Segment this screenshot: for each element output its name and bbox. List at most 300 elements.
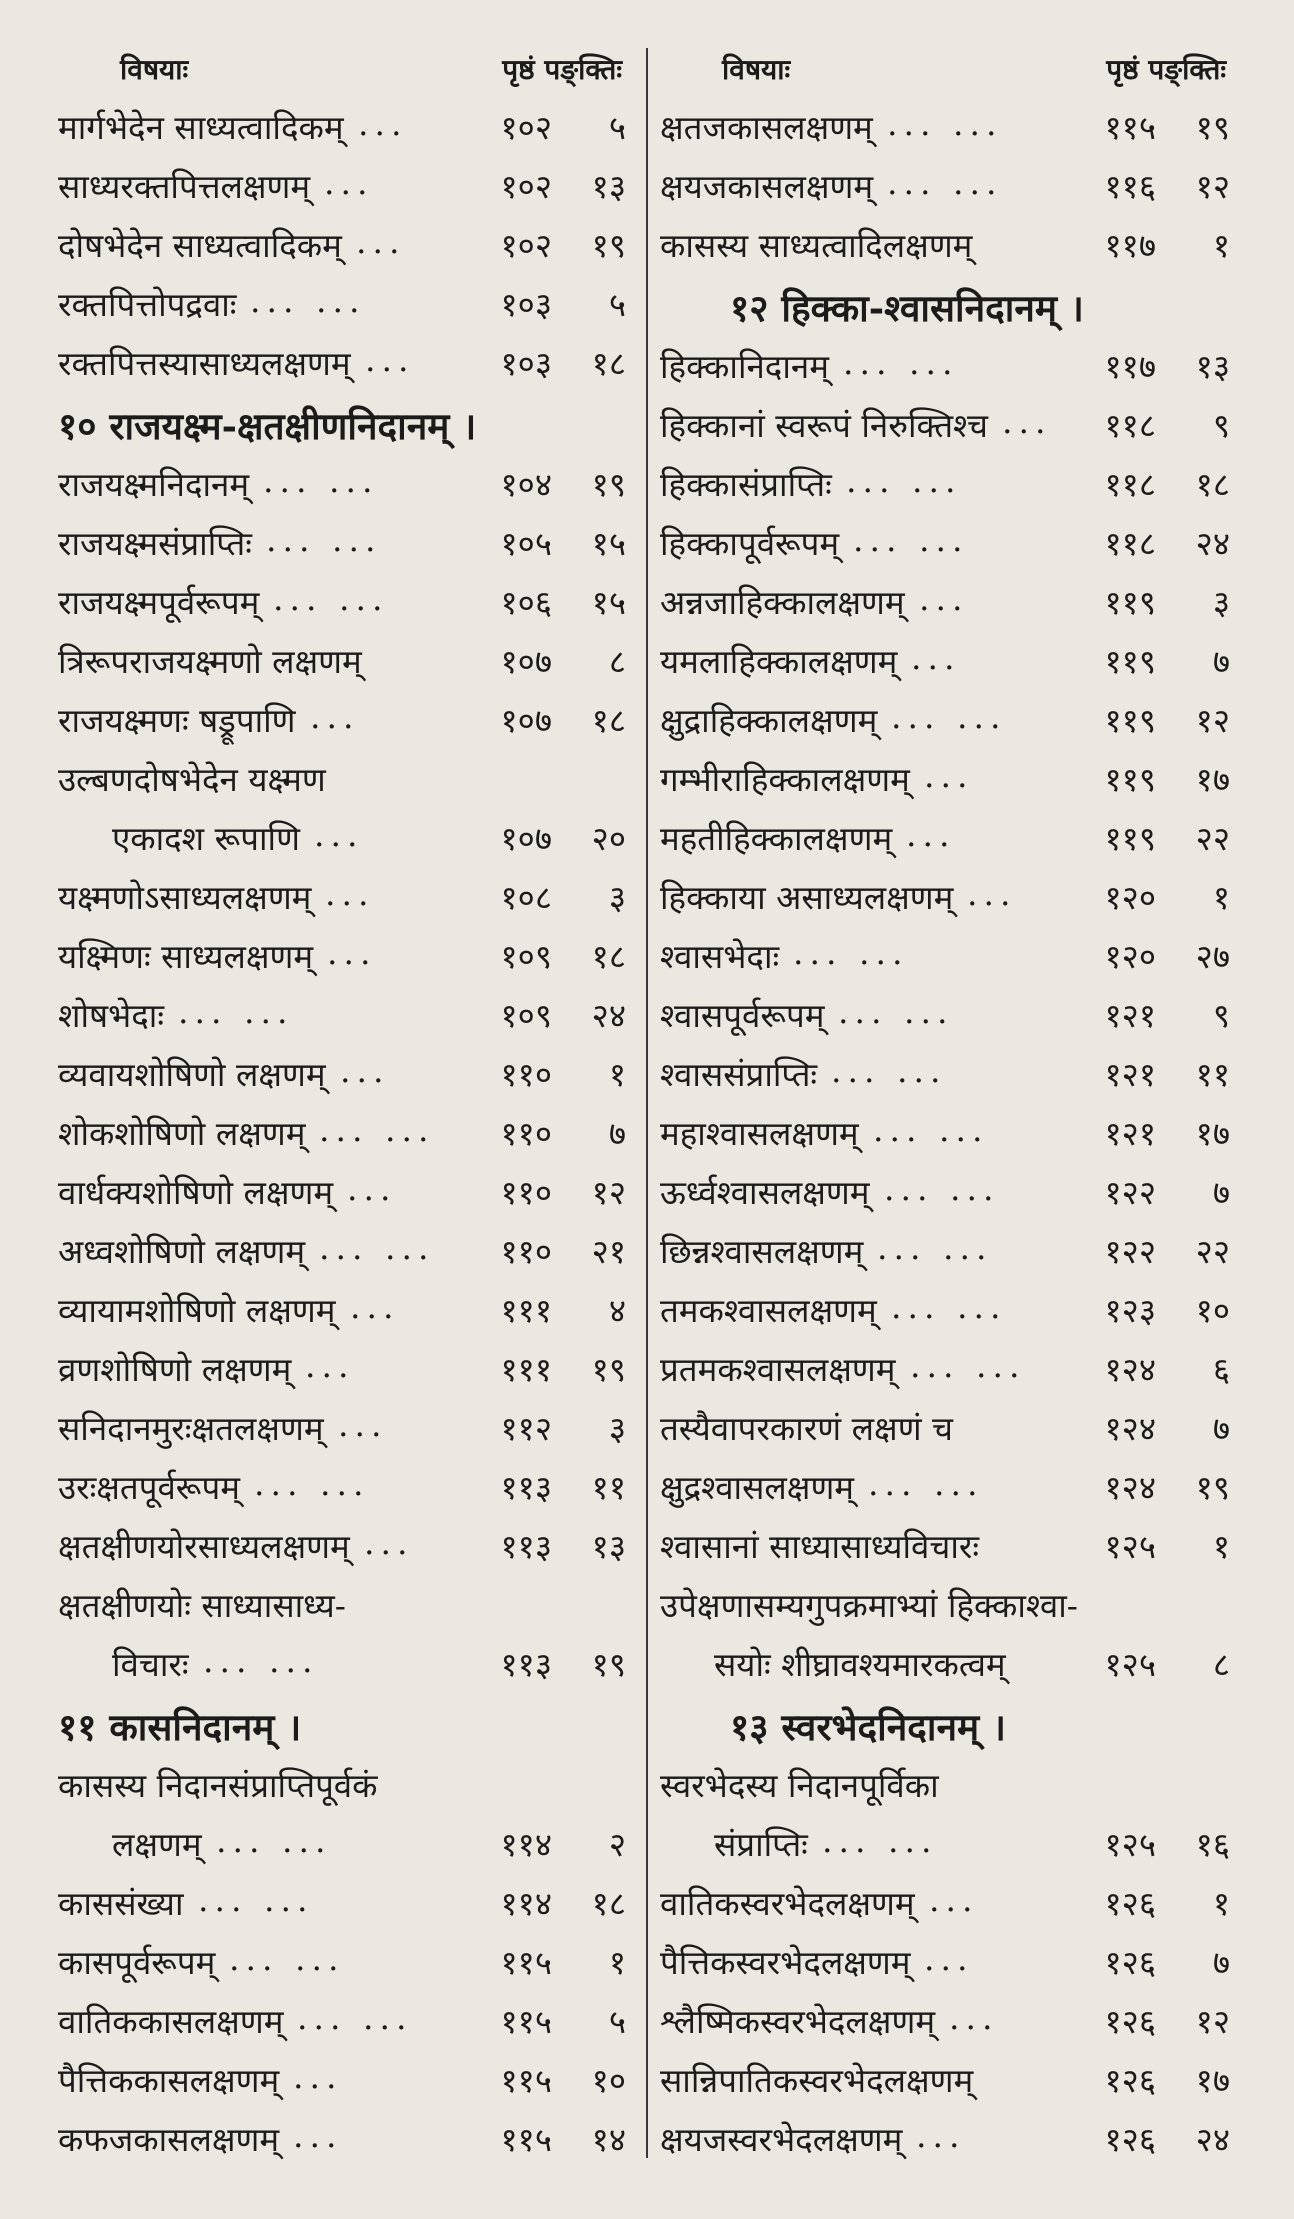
entry-topic: शोषभेदाः xyxy=(58,996,164,1035)
chapter-heading-text: १२ हिक्का-श्वासनिदानम् । xyxy=(730,286,1084,330)
entry-topic: उपेक्षणासम्यगुपक्रमाभ्यां हिक्काश्वा- xyxy=(660,1586,1078,1625)
entry-page-number: १०७ xyxy=(500,642,552,681)
index-entry xyxy=(660,2049,1234,2108)
index-entry xyxy=(660,1456,1234,1515)
index-entry xyxy=(660,1338,1234,1397)
entry-topic: सनिदानमुरःक्षतलक्षणम् xyxy=(58,1409,324,1448)
entry-line-number: १८ xyxy=(591,344,626,383)
index-entry xyxy=(58,155,630,214)
entry-topic: हिक्कानिदानम् xyxy=(660,347,829,386)
entry-leader-dots: ... ... xyxy=(229,1939,345,1978)
entry-line-number: १५ xyxy=(591,524,626,563)
index-entry xyxy=(58,866,630,925)
entry-page-number: १०७ xyxy=(500,701,552,740)
index-entry xyxy=(58,1633,630,1692)
index-entry xyxy=(660,1931,1234,1990)
entry-topic: यमलाहिक्कालक्षणम् xyxy=(660,642,898,681)
entry-topic: अन्नजाहिक्कालक्षणम् xyxy=(660,583,905,622)
entry-leader-dots: ... xyxy=(919,579,969,618)
left-column xyxy=(58,40,630,2167)
index-entry xyxy=(660,96,1234,155)
index-entry xyxy=(660,1515,1234,1574)
entry-page-number: ११७ xyxy=(1104,226,1156,265)
entry-leader-dots: ... xyxy=(967,874,1017,913)
entry-line-number: ६ xyxy=(1212,1350,1230,1389)
entry-page-number: १०९ xyxy=(500,996,552,1035)
index-entry-continued xyxy=(660,1574,1234,1633)
entry-page-number: ११८ xyxy=(1104,465,1156,504)
entry-line-number: १८ xyxy=(591,937,626,976)
entry-line-number: १ xyxy=(608,1943,626,1982)
entry-page-number: १२६ xyxy=(1104,1943,1156,1982)
entry-line-number: ९ xyxy=(1212,996,1230,1035)
right-column-header xyxy=(660,40,1234,96)
entry-line-number: १९ xyxy=(591,465,626,504)
entry-topic: काससंख्या xyxy=(58,1884,184,1923)
entry-page-number: ११० xyxy=(500,1232,552,1271)
entry-leader-dots: ... ... xyxy=(884,1169,1000,1208)
entry-topic: पैत्तिकस्वरभेदलक्षणम् xyxy=(660,1943,911,1982)
entry-line-number: २१ xyxy=(591,1232,626,1271)
entry-topic: व्रणशोषिणो लक्षणम् xyxy=(58,1350,292,1389)
entry-leader-dots: ... ... xyxy=(853,520,969,559)
entry-line-number: १३ xyxy=(1195,347,1230,386)
entry-topic: गम्भीराहिक्कालक्षणम् xyxy=(660,760,910,799)
entry-leader-dots: ... xyxy=(325,874,375,913)
entry-page-number: ११९ xyxy=(1104,760,1156,799)
entry-line-number: १९ xyxy=(591,1350,626,1389)
entry-leader-dots: ... ... xyxy=(793,933,909,972)
entry-page-number: ११७ xyxy=(1104,347,1156,386)
index-entry-continued xyxy=(58,1754,630,1813)
entry-topic: महतीहिक्कालक्षणम् xyxy=(660,819,893,858)
entry-topic: रक्तपित्तोपद्रवाः xyxy=(58,285,237,324)
entry-line-number: १७ xyxy=(1195,2061,1230,2100)
entry-page-number: १०२ xyxy=(500,167,552,206)
entry-page-number: ११५ xyxy=(1104,108,1156,147)
entry-leader-dots: ... ... xyxy=(887,104,1003,143)
entry-page-number: १०९ xyxy=(500,937,552,976)
entry-leader-dots: ... xyxy=(327,933,377,972)
entry-page-number: १२४ xyxy=(1104,1350,1156,1389)
entry-page-number: ११८ xyxy=(1104,406,1156,445)
index-entry xyxy=(660,689,1234,748)
entry-page-number: ११३ xyxy=(500,1468,552,1507)
entry-page-number: ११३ xyxy=(500,1527,552,1566)
entry-page-number: १२२ xyxy=(1104,1232,1156,1271)
entry-line-number: १७ xyxy=(1195,1114,1230,1153)
entry-page-number: ११४ xyxy=(500,1825,552,1864)
entry-line-number: २ xyxy=(608,1825,626,1864)
index-entry xyxy=(660,866,1234,925)
entry-topic: यक्ष्मणोऽसाध्यलक्षणम् xyxy=(58,878,312,917)
entry-line-number: ५ xyxy=(608,285,626,324)
entry-page-number: ११९ xyxy=(1104,819,1156,858)
index-entry xyxy=(58,1515,630,1574)
entry-leader-dots: ... ... xyxy=(319,1110,435,1149)
entry-topic: ऊर्ध्वश्वासलक्षणम् xyxy=(660,1173,870,1212)
entry-leader-dots: ... xyxy=(314,815,364,854)
entry-topic: क्षतजकासलक्षणम् xyxy=(660,108,873,147)
chapter-heading xyxy=(58,391,630,453)
left-entries xyxy=(58,96,630,2167)
index-entry xyxy=(660,1102,1234,1161)
index-entry xyxy=(58,1990,630,2049)
entry-topic: लक्षणम् xyxy=(112,1825,202,1864)
index-entry xyxy=(58,1043,630,1102)
entry-topic: श्वाससंप्राप्तिः xyxy=(660,1055,818,1094)
entry-leader-dots: ... xyxy=(924,756,974,795)
index-entry xyxy=(660,214,1234,273)
entry-line-number: १९ xyxy=(1195,1468,1230,1507)
entry-topic: राजयक्ष्मपूर्वरूपम् xyxy=(58,583,260,622)
index-entry xyxy=(660,571,1234,630)
entry-leader-dots: ... ... xyxy=(263,461,379,500)
entry-leader-dots: ... ... xyxy=(822,1821,938,1860)
entry-leader-dots: ... ... xyxy=(868,1464,984,1503)
entry-line-number: १ xyxy=(608,1055,626,1094)
index-entry xyxy=(58,571,630,630)
entry-page-number: १२५ xyxy=(1104,1527,1156,1566)
entry-line-number: १८ xyxy=(591,1884,626,1923)
entry-leader-dots: ... xyxy=(364,1523,414,1562)
entry-leader-dots: ... xyxy=(916,2116,966,2155)
entry-topic: एकादश रूपाणि xyxy=(112,819,300,858)
topic-header: विषयाः xyxy=(120,53,189,86)
entry-topic: क्षयजकासलक्षणम् xyxy=(660,167,874,206)
entry-page-number: १२६ xyxy=(1104,2120,1156,2159)
entry-line-number: १९ xyxy=(1195,108,1230,147)
index-entry xyxy=(660,512,1234,571)
entry-page-number: ११५ xyxy=(500,2120,552,2159)
index-entry xyxy=(58,1220,630,1279)
entry-line-number: १८ xyxy=(1195,465,1230,504)
entry-topic: यक्ष्मिणः साध्यलक्षणम् xyxy=(58,937,314,976)
entry-topic: क्षतक्षीणयोरसाध्यलक्षणम् xyxy=(58,1527,350,1566)
entry-leader-dots: ... xyxy=(924,1939,974,1978)
entry-page-number: १०५ xyxy=(500,524,552,563)
entry-line-number: ८ xyxy=(608,642,626,681)
index-entry xyxy=(58,273,630,332)
entry-leader-dots: ... xyxy=(305,1346,355,1385)
entry-topic: कासस्य निदानसंप्राप्तिपूर्वकं xyxy=(58,1766,378,1805)
entry-leader-dots: ... xyxy=(338,1405,388,1444)
index-entry xyxy=(660,1813,1234,1872)
entry-topic: विचारः xyxy=(112,1645,189,1684)
entry-page-number: १२४ xyxy=(1104,1409,1156,1448)
entry-page-number: ११६ xyxy=(1104,167,1156,206)
entry-line-number: १२ xyxy=(1195,2002,1230,2041)
entry-topic: मार्गभेदेन साध्यत्वादिकम् xyxy=(58,108,344,147)
index-entry xyxy=(660,1161,1234,1220)
entry-page-number: १२२ xyxy=(1104,1173,1156,1212)
entry-page-number: १०४ xyxy=(500,465,552,504)
entry-line-number: १८ xyxy=(591,701,626,740)
index-entry-continued xyxy=(58,748,630,807)
entry-line-number: १२ xyxy=(1195,701,1230,740)
entry-topic: उल्बणदोषभेदेन यक्ष्मण xyxy=(58,760,326,799)
index-entry xyxy=(58,1456,630,1515)
index-entry xyxy=(58,512,630,571)
entry-page-number: १०८ xyxy=(500,878,552,917)
entry-topic: क्षयजस्वरभेदलक्षणम् xyxy=(660,2120,903,2159)
entry-topic: शोकशोषिणो लक्षणम् xyxy=(58,1114,306,1153)
entry-leader-dots: ... ... xyxy=(178,992,294,1031)
index-entry xyxy=(58,1161,630,1220)
entry-leader-dots: ... xyxy=(1002,402,1052,441)
index-entry xyxy=(660,925,1234,984)
entry-leader-dots: ... ... xyxy=(297,1998,413,2037)
index-entry xyxy=(58,1813,630,1872)
entry-leader-dots: ... ... xyxy=(254,1464,370,1503)
entry-line-number: १४ xyxy=(591,2120,626,2159)
entry-page-number: १११ xyxy=(500,1350,552,1389)
entry-line-number: १७ xyxy=(1195,760,1230,799)
index-entry-continued xyxy=(58,1574,630,1633)
entry-leader-dots: ... xyxy=(365,340,415,379)
index-entry xyxy=(660,394,1234,453)
index-entry xyxy=(58,1931,630,1990)
index-entry xyxy=(660,1872,1234,1931)
entry-topic: क्षुद्रश्वासलक्षणम् xyxy=(660,1468,855,1507)
entry-page-number: ११३ xyxy=(500,1645,552,1684)
entry-leader-dots: ... xyxy=(350,1287,400,1326)
entry-leader-dots: ... ... xyxy=(887,163,1003,202)
chapter-heading-text: १० राजयक्ष्म-क्षतक्षीणनिदानम् । xyxy=(58,404,477,448)
entry-page-number: १०२ xyxy=(500,226,552,265)
index-entry xyxy=(58,2108,630,2167)
entry-topic: अध्वशोषिणो लक्षणम् xyxy=(58,1232,306,1271)
entry-topic: क्षुद्राहिक्कालक्षणम् xyxy=(660,701,878,740)
entry-page-number: १२६ xyxy=(1104,2061,1156,2100)
entry-page-number: १२१ xyxy=(1104,1114,1156,1153)
index-entry xyxy=(660,453,1234,512)
entry-topic: हिक्कानां स्वरूपं निरुक्तिश्च xyxy=(660,406,988,445)
entry-topic: श्वासभेदाः xyxy=(660,937,780,976)
entry-page-number: ११४ xyxy=(500,1884,552,1923)
entry-page-number: १२३ xyxy=(1104,1291,1156,1330)
entry-line-number: १० xyxy=(591,2061,626,2100)
entry-topic: व्यायामशोषिणो लक्षणम् xyxy=(58,1291,336,1330)
entry-topic: सयोः शीघ्रावश्यमारकत्वम् xyxy=(714,1645,1006,1684)
entry-page-number: १०३ xyxy=(500,285,552,324)
entry-topic: हिक्कापूर्वरूपम् xyxy=(660,524,840,563)
index-entry xyxy=(660,1043,1234,1102)
index-entry xyxy=(58,1397,630,1456)
topic-header: विषयाः xyxy=(722,53,791,86)
index-entry xyxy=(660,1633,1234,1692)
entry-line-number: २२ xyxy=(1195,819,1230,858)
entry-topic: वातिकस्वरभेदलक्षणम् xyxy=(660,1884,915,1923)
page-line-header: पृष्ठं पङ्क्तिः xyxy=(502,53,622,86)
index-entry xyxy=(660,807,1234,866)
column-divider xyxy=(646,48,648,2158)
index-entry xyxy=(58,96,630,155)
index-entry xyxy=(58,1102,630,1161)
entry-line-number: २० xyxy=(591,819,626,858)
entry-topic: प्रतमकश्वासलक्षणम् xyxy=(660,1350,896,1389)
entry-line-number: १३ xyxy=(591,167,626,206)
entry-topic: तमकश्वासलक्षणम् xyxy=(660,1291,877,1330)
index-entry xyxy=(660,630,1234,689)
entry-line-number: ४ xyxy=(608,1291,626,1330)
entry-leader-dots: ... xyxy=(310,697,360,736)
entry-leader-dots: ... xyxy=(293,2116,343,2155)
entry-topic: पैत्तिककासलक्षणम् xyxy=(58,2061,280,2100)
entry-topic: श्वासपूर्वरूपम् xyxy=(660,996,825,1035)
entry-line-number: २४ xyxy=(1195,524,1230,563)
entry-line-number: ५ xyxy=(608,2002,626,2041)
entry-page-number: १०३ xyxy=(500,344,552,383)
entry-topic: उरःक्षतपूर्वरूपम् xyxy=(58,1468,240,1507)
chapter-heading-text: ११ कासनिदानम् । xyxy=(58,1705,302,1749)
entry-leader-dots: ... ... xyxy=(250,281,366,320)
chapter-heading-text: १३ स्वरभेदनिदानम् । xyxy=(730,1705,1007,1749)
entry-line-number: १९ xyxy=(591,226,626,265)
entry-leader-dots: ... xyxy=(324,163,374,202)
entry-topic: त्रिरूपराजयक्ष्मणो लक्षणम् xyxy=(58,642,362,681)
entry-topic: वार्धक्यशोषिणो लक्षणम् xyxy=(58,1173,334,1212)
entry-page-number: १२१ xyxy=(1104,1055,1156,1094)
index-entry xyxy=(58,984,630,1043)
entry-leader-dots: ... xyxy=(358,104,408,143)
entry-topic: कासपूर्वरूपम् xyxy=(58,1943,216,1982)
entry-line-number: १२ xyxy=(591,1173,626,1212)
entry-page-number: ११९ xyxy=(1104,642,1156,681)
entry-topic: राजयक्ष्मनिदानम् xyxy=(58,465,250,504)
entry-leader-dots: ... xyxy=(340,1051,390,1090)
entry-topic: व्यवायशोषिणो लक्षणम् xyxy=(58,1055,326,1094)
entry-leader-dots: ... ... xyxy=(216,1821,332,1860)
entry-page-number: ११५ xyxy=(500,1943,552,1982)
entry-line-number: ७ xyxy=(1212,1409,1230,1448)
entry-page-number: १११ xyxy=(500,1291,552,1330)
index-entry xyxy=(660,335,1234,394)
entry-leader-dots: ... xyxy=(293,2057,343,2096)
entry-page-number: १०६ xyxy=(500,583,552,622)
entry-page-number: ११० xyxy=(500,1114,552,1153)
entry-line-number: ७ xyxy=(1212,1943,1230,1982)
index-entry xyxy=(58,630,630,689)
entry-page-number: १२५ xyxy=(1104,1825,1156,1864)
entry-line-number: २४ xyxy=(591,996,626,1035)
entry-leader-dots: ... xyxy=(911,638,961,677)
index-entry xyxy=(660,2108,1234,2167)
index-entry xyxy=(58,332,630,391)
entry-topic: राजयक्ष्मसंप्राप्तिः xyxy=(58,524,252,563)
index-entry-continued xyxy=(660,1754,1234,1813)
entry-line-number: ३ xyxy=(608,1409,626,1448)
entry-line-number: ९ xyxy=(1212,406,1230,445)
entry-leader-dots: ... ... xyxy=(877,1228,993,1267)
entry-topic: कफजकासलक्षणम् xyxy=(58,2120,280,2159)
entry-line-number: १ xyxy=(1212,1527,1230,1566)
entry-page-number: ११० xyxy=(500,1055,552,1094)
entry-topic: स्वरभेदस्य निदानपूर्विका xyxy=(660,1766,939,1805)
entry-page-number: ११९ xyxy=(1104,701,1156,740)
entry-leader-dots: ... ... xyxy=(843,343,959,382)
entry-line-number: १६ xyxy=(1195,1825,1230,1864)
entry-line-number: १ xyxy=(1212,1884,1230,1923)
entry-page-number: ११५ xyxy=(500,2002,552,2041)
entry-topic: रक्तपित्तस्यासाध्यलक्षणम् xyxy=(58,344,351,383)
entry-topic: संप्राप्तिः xyxy=(714,1825,808,1864)
entry-line-number: १५ xyxy=(591,583,626,622)
entry-line-number: ८ xyxy=(1212,1645,1230,1684)
entry-topic: राजयक्ष्मणः षड्रूपाणि xyxy=(58,701,296,740)
entry-line-number: २२ xyxy=(1195,1232,1230,1271)
chapter-heading xyxy=(58,1692,630,1754)
entry-topic: क्षतक्षीणयोः साध्यासाध्य- xyxy=(58,1586,346,1625)
entry-line-number: २७ xyxy=(1195,937,1230,976)
index-entry xyxy=(58,453,630,512)
entry-page-number: ११८ xyxy=(1104,524,1156,563)
index-entry xyxy=(660,1990,1234,2049)
entry-leader-dots: ... ... xyxy=(891,1287,1007,1326)
entry-topic: श्वासानां साध्यासाध्यविचारः xyxy=(660,1527,980,1566)
entry-page-number: ११५ xyxy=(500,2061,552,2100)
index-entry xyxy=(660,748,1234,807)
chapter-heading xyxy=(660,273,1234,335)
entry-leader-dots: ... xyxy=(949,1998,999,2037)
entry-page-number: १२४ xyxy=(1104,1468,1156,1507)
entry-line-number: १९ xyxy=(591,1645,626,1684)
index-entry xyxy=(58,1279,630,1338)
entry-topic: वातिककासलक्षणम् xyxy=(58,2002,284,2041)
entry-leader-dots: ... ... xyxy=(846,461,962,500)
right-entries xyxy=(660,96,1234,2167)
entry-page-number: १२६ xyxy=(1104,1884,1156,1923)
index-entry xyxy=(58,1872,630,1931)
entry-page-number: १२० xyxy=(1104,937,1156,976)
entry-page-number: १२० xyxy=(1104,878,1156,917)
entry-topic: हिक्कासंप्राप्तिः xyxy=(660,465,832,504)
entry-line-number: ५ xyxy=(608,108,626,147)
entry-leader-dots: ... ... xyxy=(910,1346,1026,1385)
index-entry xyxy=(58,689,630,748)
index-entry xyxy=(660,155,1234,214)
entry-leader-dots: ... ... xyxy=(831,1051,947,1090)
entry-leader-dots: ... xyxy=(356,222,406,261)
entry-page-number: ११० xyxy=(500,1173,552,1212)
index-entry xyxy=(58,925,630,984)
index-entry xyxy=(660,984,1234,1043)
entry-leader-dots: ... xyxy=(929,1880,979,1919)
entry-leader-dots: ... ... xyxy=(273,579,389,618)
index-entry xyxy=(660,1279,1234,1338)
entry-leader-dots: ... ... xyxy=(203,1641,319,1680)
entry-topic: सान्निपातिकस्वरभेदलक्षणम् xyxy=(660,2061,974,2100)
entry-leader-dots: ... xyxy=(347,1169,397,1208)
entry-line-number: ७ xyxy=(608,1114,626,1153)
entry-page-number: १०७ xyxy=(500,819,552,858)
chapter-heading xyxy=(660,1692,1234,1754)
entry-line-number: २४ xyxy=(1195,2120,1230,2159)
entry-line-number: ३ xyxy=(608,878,626,917)
index-entry xyxy=(660,1220,1234,1279)
entry-line-number: १३ xyxy=(591,1527,626,1566)
index-entry xyxy=(58,807,630,866)
entry-line-number: १२ xyxy=(1195,167,1230,206)
entry-line-number: ७ xyxy=(1212,1173,1230,1212)
entry-line-number: ७ xyxy=(1212,642,1230,681)
entry-page-number: १२५ xyxy=(1104,1645,1156,1684)
entry-page-number: १२१ xyxy=(1104,996,1156,1035)
entry-page-number: १२६ xyxy=(1104,2002,1156,2041)
entry-leader-dots: ... ... xyxy=(891,697,1007,736)
entry-topic: महाश्वासलक्षणम् xyxy=(660,1114,859,1153)
index-entry xyxy=(660,1397,1234,1456)
